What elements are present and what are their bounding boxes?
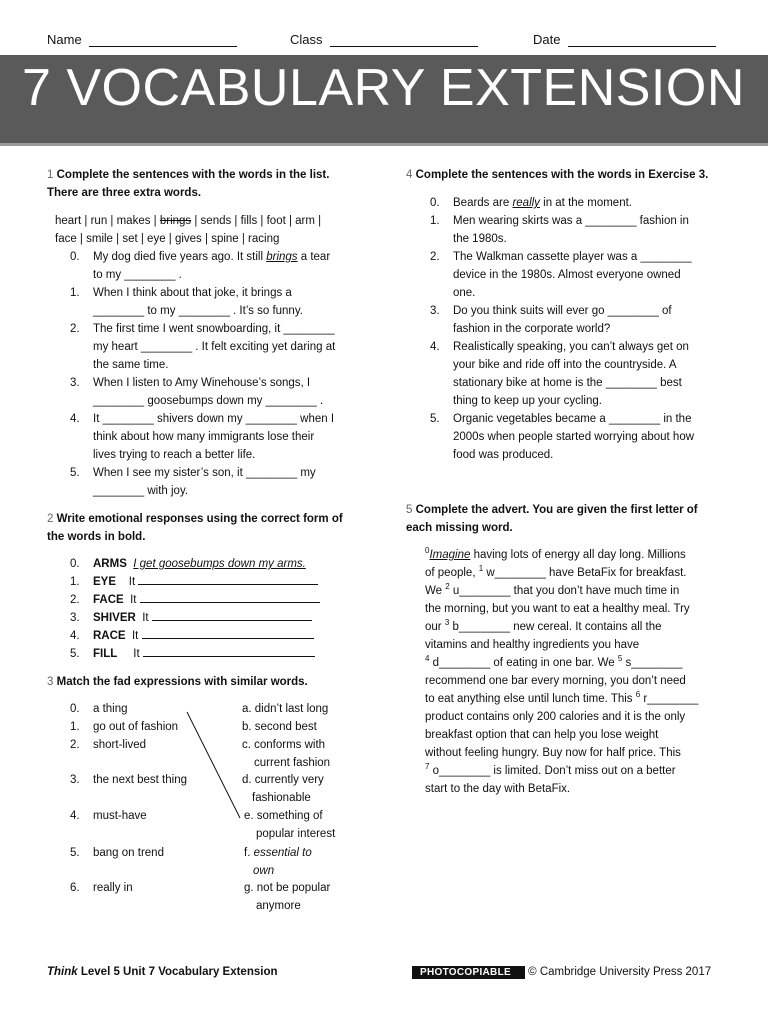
footer-credit: Think Level 5 Unit 7 Vocabulary Extension xyxy=(47,966,278,978)
ex3-right-item: c. conforms with current fashion xyxy=(242,739,331,769)
footer-brand: Think xyxy=(47,966,78,978)
photocopiable-badge: PHOTOCOPIABLE xyxy=(412,966,525,979)
ex1-wordlist: heart | run | makes | brings | sends | fills | foot | arm | face | smile | set | eye | gives | spine | racing xyxy=(55,215,322,245)
class-label: Class xyxy=(290,32,323,47)
ex1-instruction: 1 Complete the sentences with the words in the list. There are three extra words. xyxy=(47,169,330,199)
ex3-right-item: f. essential to own xyxy=(244,847,312,877)
ex5-instruction: 5 Complete the advert. You are given the first letter of each missing word. xyxy=(406,504,698,534)
date-label: Date xyxy=(533,32,561,47)
ex2-instruction: 2 Write emotional responses using the correct form of the words in bold. xyxy=(47,513,343,543)
ex3-right-item: g. not be popular anymore xyxy=(244,882,331,912)
page-title: 7 VOCABULARY EXTENSION xyxy=(22,59,745,117)
ex3-right-item: e. something of popular interest xyxy=(244,810,336,840)
ex3-instruction: 3 Match the fad expressions with similar words. xyxy=(47,676,308,688)
name-label: Name xyxy=(47,32,82,47)
footer-copyright: PHOTOCOPIABLE © Cambridge University Press 2017 xyxy=(412,966,711,978)
ex5-advert-text: $^0$Imagine having lots of energy all day long. Millions of people, $^1$ w________ have BetaFix for breakfast. We $^2$ u________ that you don’t have much time in the morning, but you want to eat a healthy meal. Try our $^3$ b________ new cereal. It contains all the vitamins and healthy ingredients you have $^4$ d________ of eating in one bar. We $^5$ s________ recommend one bar every morning, you don’t need to eat anything else until lunch time. This $^6$ r________ product contains only 200 calories and it is the only breakfast option that can help you lose weight without feeling hungry. Buy now for half price. This $^7$ o________ is limited. Don’t miss out on a better start to the day with BetaFix. xyxy=(425,546,699,795)
struck-word: brings xyxy=(159,215,192,227)
ex3-right-item: d. currently very fashionable xyxy=(242,774,324,804)
ex4-instruction: 4 Complete the sentences with the words in Exercise 3. xyxy=(406,169,709,181)
ex3-right-item: b. second best xyxy=(242,721,317,733)
ex3-right-item: a. didn’t last long xyxy=(242,703,329,715)
